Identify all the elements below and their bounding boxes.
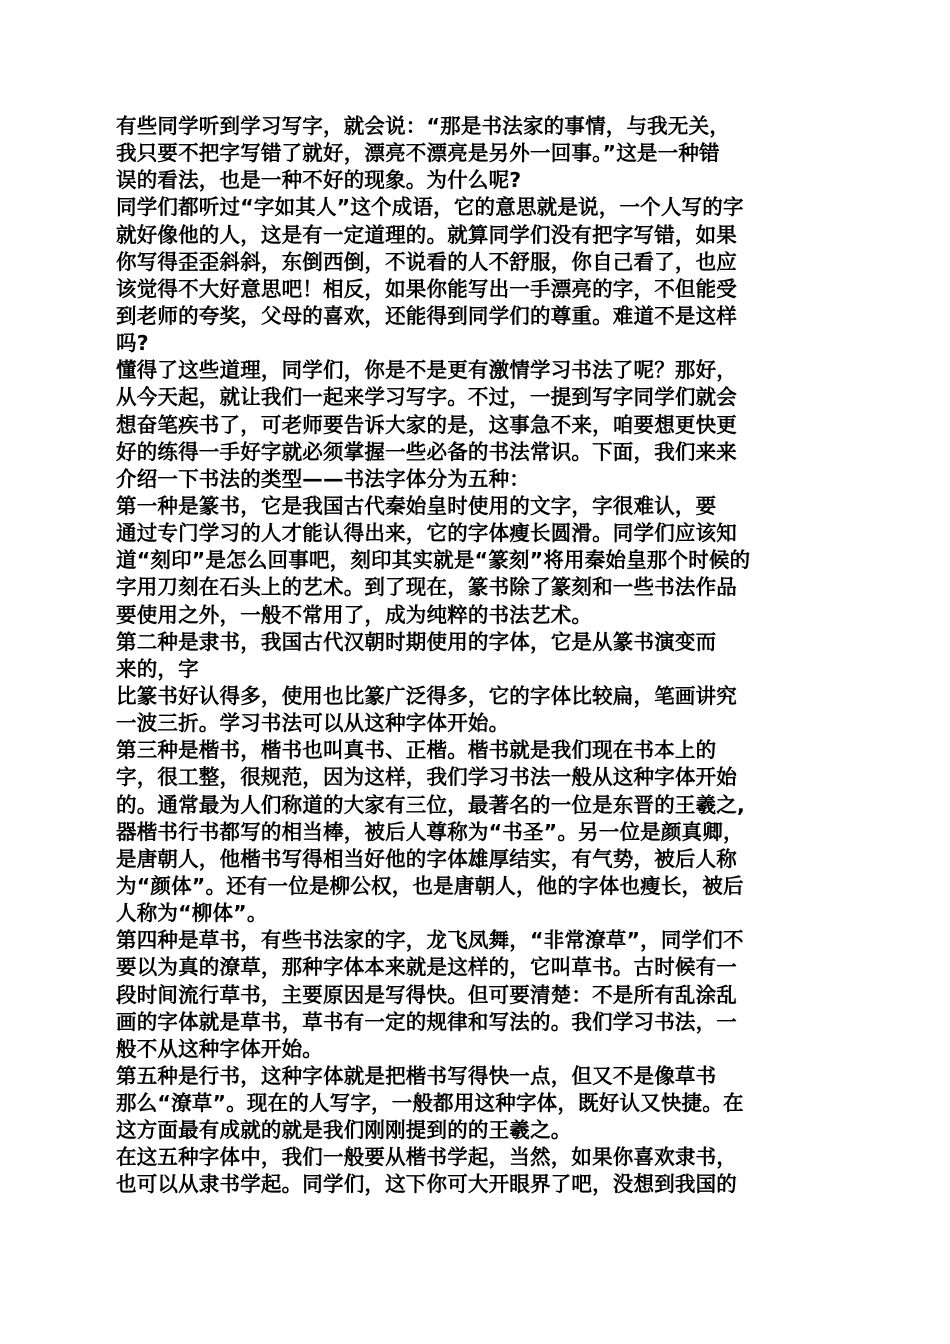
- text-line: 来的，字: [116, 656, 199, 681]
- text-line: 懂得了这些道理，同学们，你是不是更有激情学习书法了呢？那好，: [116, 358, 737, 383]
- text-line: 第四种是草书，有些书法家的字，龙飞凤舞，“非常潦草”，同学们不: [116, 928, 744, 953]
- text-line: 第一种是篆书，它是我国古代秦始皇时使用的文字，字很难认，要: [116, 493, 717, 518]
- text-line: 道“刻印”是怎么回事吧，刻印其实就是“篆刻”将用秦始皇那个时候的: [116, 548, 751, 573]
- text-line: 这方面最有成就的就是我们刚刚提到的的王羲之。: [116, 1118, 572, 1143]
- text-line: 介绍一下书法的类型——书法字体分为五种：: [116, 466, 530, 491]
- text-line: 就好像他的人，这是有一定道理的。就算同学们没有把字写错，如果: [116, 222, 737, 247]
- text-line: 有些同学听到学习写字，就会说：“那是书法家的事情，与我无关，: [116, 114, 730, 138]
- text-line: 器楷书行书都写的相当棒，被后人尊称为“书圣”。另一位是颜真卿，: [116, 819, 744, 844]
- text-line: 画的字体就是草书，草书有一定的规律和写法的。我们学习书法，一: [116, 1009, 737, 1034]
- text-line: 第五种是行书，这种字体就是把楷书写得快一点，但又不是像草书: [116, 1063, 717, 1088]
- text-line: 第三种是楷书，楷书也叫真书、正楷。楷书就是我们现在书本上的: [116, 738, 717, 763]
- body-text: [116, 113, 844, 1199]
- text-line: 人称为“柳体”。: [116, 901, 268, 926]
- text-line: 该觉得不大好意思吧！相反，如果你能写出一手漂亮的字，不但能受: [116, 276, 737, 301]
- text-line: 为“颜体”。还有一位是柳公权，也是唐朝人，他的字体也瘦长，被后: [116, 873, 744, 898]
- text-line: 字用刀刻在石头上的艺术。到了现在，篆书除了篆刻和一些书法作品: [116, 575, 737, 600]
- text-line: 想奋笔疾书了，可老师要告诉大家的是，这事急不来，咱要想更快更: [116, 412, 737, 437]
- text-line: 的。通常最为人们称道的大家有三位，最著名的一位是东晋的王羲之,: [116, 792, 745, 817]
- text-line: 第二种是隶书，我国古代汉朝时期使用的字体，它是从篆书演变而: [116, 629, 717, 654]
- text-line: 从今天起，就让我们一起来学习写字。不过，一提到写字同学们就会: [116, 385, 737, 410]
- text-line: 好的练得一手好字就必须掌握一些必备的书法常识。下面，我们来来: [116, 439, 737, 464]
- text-line: 在这五种字体中，我们一般要从楷书学起，当然，如果你喜欢隶书，: [116, 1145, 737, 1170]
- text-line: 误的看法，也是一种不好的现象。为什么呢?: [116, 168, 522, 193]
- text-line: 是唐朝人，他楷书写得相当好他的字体雄厚结实，有气势，被后人称: [116, 846, 737, 871]
- text-line: 也可以从隶书学起。同学们，这下你可大开眼界了吧，没想到我国的: [116, 1172, 737, 1197]
- text-line: 你写得歪歪斜斜，东倒西倒，不说看的人不舒服，你自己看了，也应: [116, 249, 737, 274]
- text-line: 那么“潦草”。现在的人写字，一般都用这种字体，既好认又快捷。在: [116, 1091, 744, 1116]
- text-line: 吗?: [116, 331, 149, 356]
- text-line: 段时间流行草书，主要原因是写得快。但可要清楚：不是所有乱涂乱: [116, 982, 737, 1007]
- text-line: 比篆书好认得多，使用也比篆广泛得多，它的字体比较扁，笔画讲究: [116, 683, 737, 708]
- text-line: 同学们都听过“字如其人”这个成语，它的意思就是说，一个人写的字: [116, 195, 744, 220]
- text-line: 一波三折。学习书法可以从这种字体开始。: [116, 711, 510, 736]
- text-line: 通过专门学习的人才能认得出来，它的字体瘦长圆滑。同学们应该知: [116, 521, 737, 546]
- text-line: 要以为真的潦草，那种字体本来就是这样的，它叫草书。古时候有一: [116, 955, 737, 980]
- text-line: 我只要不把字写错了就好，漂亮不漂亮是另外一回事。”这是一种错: [116, 141, 720, 166]
- text-line: 字，很工整，很规范，因为这样，我们学习书法一般从这种字体开始: [116, 765, 737, 790]
- text-line: 到老师的夸奖，父母的喜欢，还能得到同学们的尊重。难道不是这样: [116, 303, 737, 328]
- text-line: 般不从这种字体开始。: [116, 1036, 323, 1061]
- text-line: 要使用之外，一般不常用了，成为纯粹的书法艺术。: [116, 602, 593, 627]
